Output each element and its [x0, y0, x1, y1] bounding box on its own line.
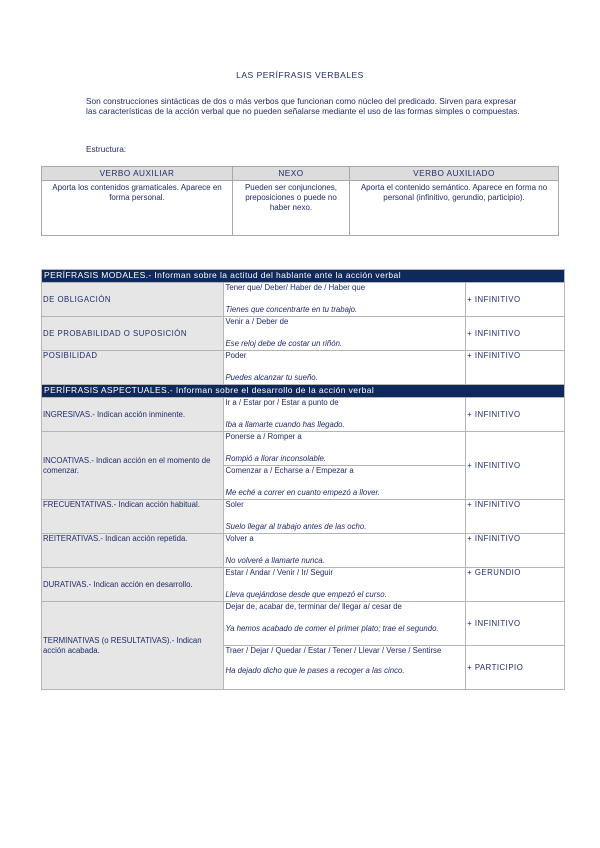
example-sentence: No volveré a llamarte nunca. [225, 555, 325, 565]
verb-forms: Poder [225, 351, 247, 360]
cell-verbo-auxiliado: Aporta el contenido semántico. Aparece en forma no personal (infinitivo, gerundio, participio). [350, 181, 559, 236]
structure-table [41, 166, 559, 236]
verb-forms: Volver a [225, 534, 254, 543]
table-row [42, 432, 565, 466]
table-row [42, 602, 565, 646]
header-verbo-auxiliar: VERBO AUXILIAR [42, 167, 233, 181]
table-row [42, 534, 565, 568]
verb-forms: Estar / Andar / Venir / Ir/ Seguir [225, 568, 333, 577]
example-sentence: Tienes que concentrarte en tu trabajo. [225, 304, 358, 314]
header-nexo: NEXO [233, 167, 350, 181]
verb-forms: Tener que/ Deber/ Haber de / Haber que [225, 283, 366, 292]
suffix-infinitivo: + INFINITIVO [466, 317, 565, 351]
table-row [42, 398, 565, 432]
modales-header: PERÍFRASIS MODALES.- Informan sobre la actitud del hablante ante la acción verbal [42, 270, 565, 283]
example-sentence: Suelo llegar al trabajo antes de las ocho. [225, 521, 367, 531]
category-posibilidad: POSIBILIDAD [42, 351, 224, 385]
table-row [42, 351, 565, 385]
example-cell [224, 283, 466, 317]
table-row [42, 500, 565, 534]
example-sentence: Ese reloj debe de costar un riñón. [225, 338, 343, 348]
periphrasis-table [41, 269, 565, 690]
example-sentence: Lleva quejándose desde que empezó el curso. [225, 589, 387, 599]
category-obligacion: DE OBLIGACIÓN [42, 283, 224, 317]
example-cell [224, 602, 466, 646]
verb-forms: Comenzar a / Echarse a / Empezar a [225, 466, 354, 475]
example-cell [224, 317, 466, 351]
suffix-infinitivo: + INFINITIVO [466, 398, 565, 432]
example-cell [224, 500, 466, 534]
category-terminativas: TERMINATIVAS (o RESULTATIVAS).- Indican acción acabada. [42, 602, 224, 690]
category-incoativas: INCOATIVAS.- Indican acción en el momento de comenzar. [42, 432, 224, 500]
intro-paragraph: Son construcciones sintácticas de dos o más verbos que funcionan como núcleo del predicado. Sirven para expresar las características de la acción verbal que no pueden señalarse mediante el uso de las formas simples o compuestas. [86, 96, 520, 116]
aspectuales-header: PERÍFRASIS ASPECTUALES.- Informan sobre el desarrollo de la acción verbal [42, 385, 565, 398]
example-sentence: Iba a llamarte cuando has llegado. [225, 419, 345, 429]
example-sentence: Rompió a llorar inconsolable. [225, 453, 327, 463]
category-ingresivas: INGRESIVAS.- Indican acción inminente. [42, 398, 224, 432]
example-sentence: Puedes alcanzar tu sueño. [225, 372, 318, 382]
table-row [42, 317, 565, 351]
suffix-infinitivo: + INFINITIVO [466, 432, 565, 500]
suffix-infinitivo: + INFINITIVO [466, 602, 565, 646]
example-cell [224, 351, 466, 385]
category-probabilidad: DE PROBABILIDAD O SUPOSICIÓN [42, 317, 224, 351]
example-cell [224, 432, 466, 466]
suffix-infinitivo: + INFINITIVO [466, 283, 565, 317]
verb-forms: Venir a / Deber de [225, 317, 289, 326]
suffix-infinitivo: + INFINITIVO [466, 351, 565, 385]
suffix-participio: + PARTICIPIO [466, 646, 565, 690]
example-cell [224, 398, 466, 432]
page-title: LAS PERÍFRASIS VERBALES [236, 70, 364, 80]
category-reiterativas: REITERATIVAS.- Indican acción repetida. [42, 534, 224, 568]
example-sentence: Me eché a correr en cuanto empezó a llover. [225, 487, 380, 497]
example-cell [224, 646, 466, 690]
verb-forms: Ponerse a / Romper a [225, 432, 302, 441]
example-cell [224, 466, 466, 500]
example-sentence: Ya hemos acabado de comer el primer plato; trae el segundo. [225, 623, 439, 633]
header-verbo-auxiliado: VERBO AUXILIADO [350, 167, 559, 181]
verb-forms: Soler [225, 500, 244, 509]
example-cell [224, 568, 466, 602]
category-frecuentativas: FRECUENTATIVAS.- Indican acción habitual. [42, 500, 224, 534]
suffix-infinitivo: + INFINITIVO [466, 534, 565, 568]
suffix-infinitivo: + INFINITIVO [466, 500, 565, 534]
category-durativas: DURATIVAS.- Indican acción en desarrollo. [42, 568, 224, 602]
estructura-label: Estructura: [86, 144, 127, 154]
cell-verbo-auxiliar: Aporta los contenidos gramaticales. Aparece en forma personal. [42, 181, 233, 236]
table-row [42, 568, 565, 602]
verb-forms: Dejar de, acabar de, terminar de/ llegar a/ cesar de [225, 602, 402, 611]
verb-forms: Traer / Dejar / Quedar / Estar / Tener / Llevar / Verse / Sentirse [225, 646, 442, 655]
suffix-gerundio: + GERUNDIO [466, 568, 565, 602]
verb-forms: Ir a / Estar por / Estar a punto de [225, 398, 339, 407]
example-cell [224, 534, 466, 568]
example-sentence: Ha dejado dicho que le pases a recoger a las cinco. [225, 665, 405, 675]
table-row [42, 283, 565, 317]
cell-nexo: Pueden ser conjunciones, preposiciones o puede no haber nexo. [233, 181, 350, 236]
